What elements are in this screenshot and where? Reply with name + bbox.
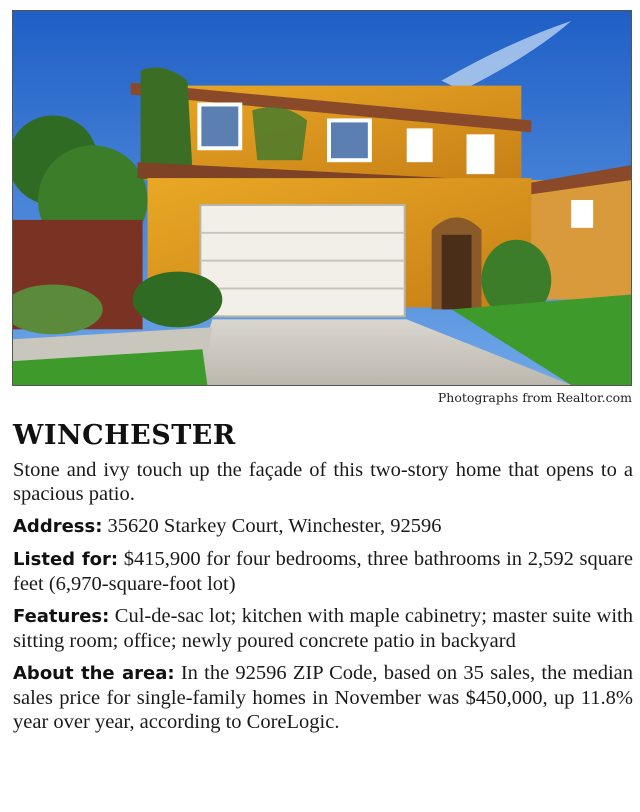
house-illustration [13,11,631,385]
listed-paragraph [13,547,633,596]
listed-text: $415,900 for four bedrooms, three bathrooms in 2,592 square feet (6,970-square-foot lot) [13,548,633,595]
area-paragraph [13,661,633,734]
address-paragraph [13,514,633,539]
features-label: Features: [13,606,110,627]
area-label: About the area: [13,663,175,684]
features-text: Cul-de-sac lot; kitchen with maple cabinetry; master suite with sitting room; office; newly poured concrete patio in backyard [13,605,633,652]
address-text: 35620 Starkey Court, Winchester, 92596 [102,515,442,537]
listed-label: Listed for: [13,549,119,570]
features-paragraph [13,604,633,653]
photo-credit: Photographs from Realtor.com [437,390,632,405]
address-label: Address: [13,516,103,537]
article [13,418,633,742]
area-text: In the 92596 ZIP Code, based on 35 sales, the median sales price for single-family homes in November was $450,000, up 11.8% year over year, according to CoreLogic. [13,662,633,733]
lede-paragraph: Stone and ivy touch up the façade of this two-story home that opens to a spacious patio. [13,459,633,505]
house-photo [12,10,632,386]
headline: WINCHESTER [13,420,236,451]
